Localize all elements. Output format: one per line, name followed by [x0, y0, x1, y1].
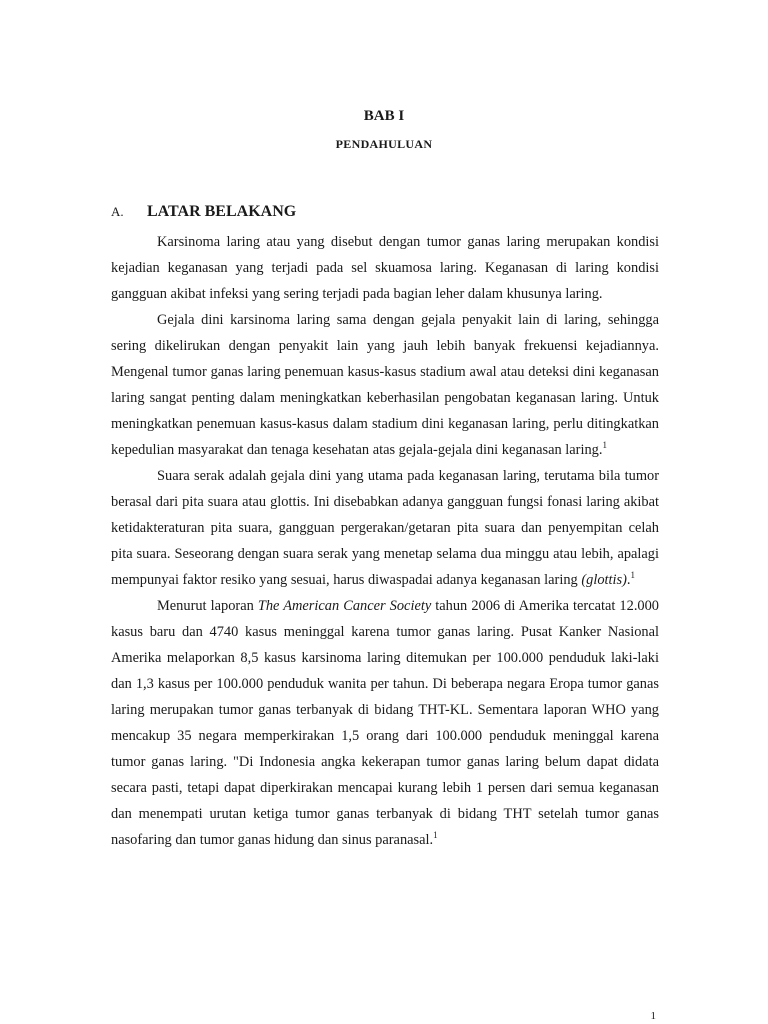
footnote-ref: 1 [602, 440, 607, 451]
chapter-title: BAB I [363, 108, 405, 124]
paragraph-4-start: Menurut laporan [157, 598, 258, 614]
section-marker: A. [111, 204, 124, 219]
paragraph-3 [111, 463, 659, 593]
paragraph-3-text: Suara serak adalah gejala dini yang utama pada keganasan laring, terutama bila tumor berasal dari pita suara atau glottis. Ini disebabkan adanya gangguan fungsi fonasi laring akibat ketidakteraturan pita suara, gangguan pergerakan/getaran pita suara dan penyempitan celah pita suara. Seseorang dengan suara serak yang menetap selama dua minggu atau lebih, apalagi mempunyai faktor resiko yang sesuai, harus diwaspadai adanya keganasan laring [111, 468, 659, 588]
paragraph-4 [111, 593, 659, 853]
section-title: LATAR BELAKANG [147, 203, 297, 220]
paragraph-3-end: . [626, 572, 631, 588]
chapter-subtitle: PENDAHULUAN [335, 137, 433, 151]
section-heading [111, 203, 296, 221]
paragraph-1-text: Karsinoma laring atau yang disebut dengan tumor ganas laring merupakan kondisi kejadian keganasan yang terjadi pada sel skuamosa laring. Keganasan di laring kondisi gangguan akibat infeksi yang sering terjadi pada bagian leher dalam khusunya laring. [111, 234, 659, 302]
footnote-ref: 1 [630, 570, 636, 581]
footnote-ref: 1 [433, 830, 438, 841]
italic-term: (glottis) [581, 572, 627, 588]
body-text [111, 229, 659, 853]
page-number: 1 [650, 1010, 656, 1022]
paragraph-2 [111, 307, 659, 463]
paragraph-1 [111, 229, 659, 307]
italic-source: The American Cancer Society [257, 598, 432, 614]
paragraph-2-text: Gejala dini karsinoma laring sama dengan gejala penyakit lain di laring, sehingga sering dikelirukan dengan penyakit lain yang jauh lebih banyak frekuensi kejadiannya. Mengenal tumor ganas laring penemuan kasus-kasus stadium awal atau deteksi dini keganasan laring sangat penting dalam meningkatkan keberhasilan pengobatan keganasan laring. Untuk meningkatkan penemuan kasus-kasus dalam stadium dini keganasan laring, perlu ditingkatkan kepedulian masyarakat dan tenaga kesehatan atas gejala-gejala dini keganasan laring. [111, 312, 659, 458]
paragraph-4-text: tahun 2006 di Amerika tercatat 12.000 kasus baru dan 4740 kasus meninggal karena tumor ganas laring. Pusat Kanker Nasional Amerika melaporkan 8,5 kasus karsinoma laring ditemukan per 100.000 penduduk laki-laki dan 1,3 kasus per 100.000 penduduk wanita per tahun. Di beberapa negara Eropa tumor ganas laring merupakan tumor ganas terbanyak di bidang THT-KL. Sementara laporan WHO yang mencakup 35 negara memperkirakan 1,5 orang dari 100.000 penduduk meninggal karena tumor ganas laring. "Di Indonesia angka kekerapan tumor ganas laring belum dapat didata secara pasti, tetapi dapat diperkirakan mencapai kurang lebih 1 persen dari semua keganasan dan menempati urutan ketiga tumor ganas terbanyak di bidang THT setelah tumor ganas nasofaring dan tumor ganas hidung dan sinus paranasal. [111, 598, 659, 848]
